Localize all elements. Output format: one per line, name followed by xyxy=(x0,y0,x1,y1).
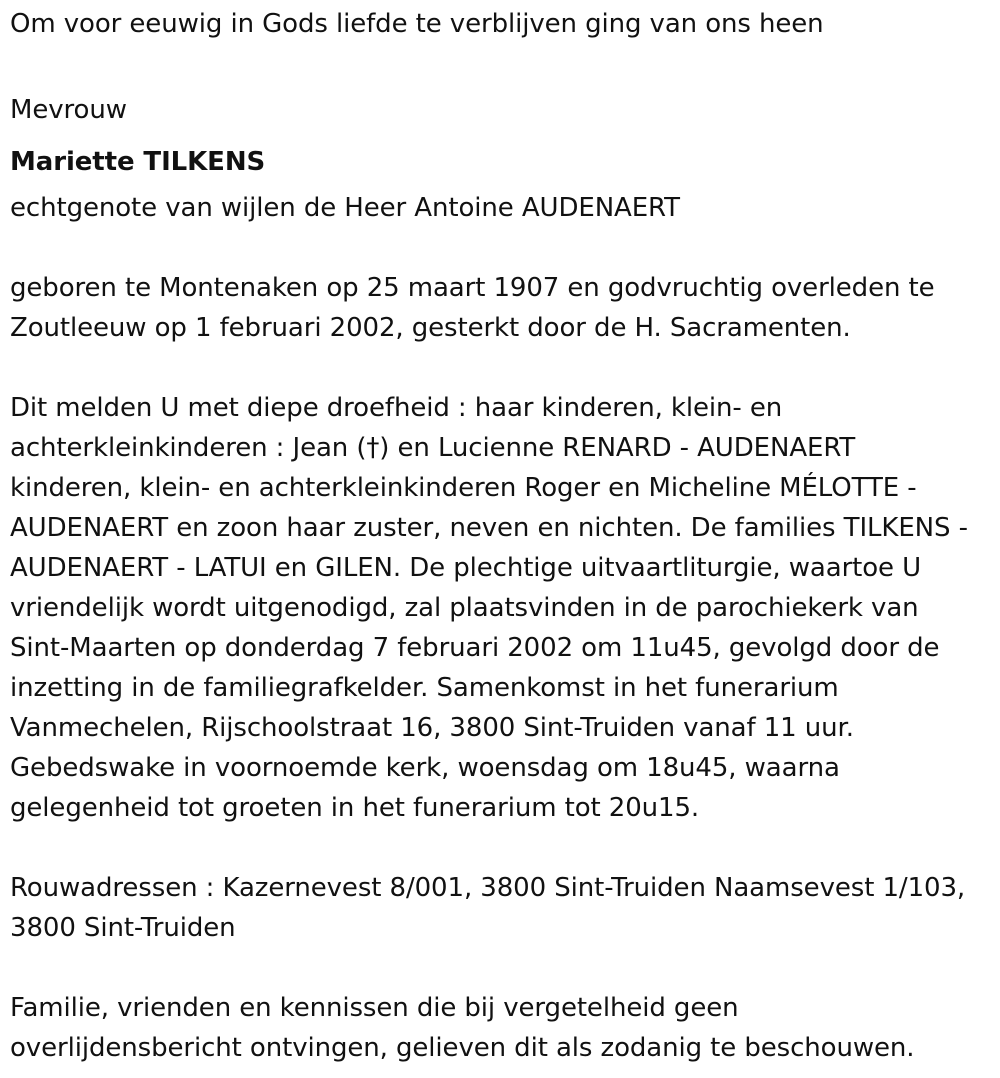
spouse-line: echtgenote van wijlen de Heer Antoine AUDENAERT xyxy=(10,193,680,223)
addresses-line-2: 3800 Sint-Truiden xyxy=(10,913,236,943)
announcement-line-2 xyxy=(10,428,990,468)
announcement-line-9: Vanmechelen, Rijschoolstraat 16, 3800 Sint-Truiden vanaf 11 uur. xyxy=(10,713,854,743)
spacer xyxy=(10,948,990,988)
announcement-line-2-part-2: ) en Lucienne RENARD - AUDENAERT xyxy=(379,433,856,463)
closing-line-2: overlijdensbericht ontvingen, gelieven dit als zodanig te beschouwen. xyxy=(10,1033,915,1063)
announcement-line-5: AUDENAERT - LATUI en GILEN. De plechtige uitvaartliturgie, waartoe U xyxy=(10,553,922,583)
announcement-line-1: Dit melden U met diepe droefheid : haar kinderen, klein- en xyxy=(10,393,783,423)
announcement-line-10: Gebedswake in voornoemde kerk, woensdag om 18u45, waarna xyxy=(10,753,840,783)
deceased-name: Mariette TILKENS xyxy=(10,147,266,177)
announcement-line-3: kinderen, klein- en achterkleinkinderen Roger en Micheline MÉLOTTE - xyxy=(10,473,917,503)
intro-line: Om voor eeuwig in Gods liefde te verblijven ging van ons heen xyxy=(10,9,824,39)
announcement-line-8: inzetting in de familiegrafkelder. Samenkomst in het funerarium xyxy=(10,673,839,703)
spacer xyxy=(10,348,990,388)
spacer xyxy=(10,44,990,84)
announcement-line-11: gelegenheid tot groeten in het funerarium tot 20u15. xyxy=(10,793,700,823)
announcement-line-6: vriendelijk wordt uitgenodigd, zal plaatsvinden in de parochiekerk van xyxy=(10,593,919,623)
birth-death-line-2: Zoutleeuw op 1 februari 2002, gesterkt door de H. Sacramenten. xyxy=(10,313,851,343)
spacer xyxy=(10,828,990,868)
announcement-line-4: AUDENAERT en zoon haar zuster, neven en nichten. De families TILKENS - xyxy=(10,513,968,543)
salutation: Mevrouw xyxy=(10,95,127,125)
addresses-line-1: Rouwadressen : Kazernevest 8/001, 3800 Sint-Truiden Naamsevest 1/103, xyxy=(10,873,966,903)
spacer xyxy=(10,228,990,268)
announcement-line-7: Sint-Maarten op donderdag 7 februari 2002 om 11u45, gevolgd door de xyxy=(10,633,940,663)
birth-death-line-1: geboren te Montenaken op 25 maart 1907 en godvruchtig overleden te xyxy=(10,273,935,303)
closing-line-1: Familie, vrienden en kennissen die bij vergetelheid geen xyxy=(10,993,739,1023)
dagger-icon: † xyxy=(366,433,380,463)
announcement-line-2-part-1: achterkleinkinderen : Jean ( xyxy=(10,433,367,463)
